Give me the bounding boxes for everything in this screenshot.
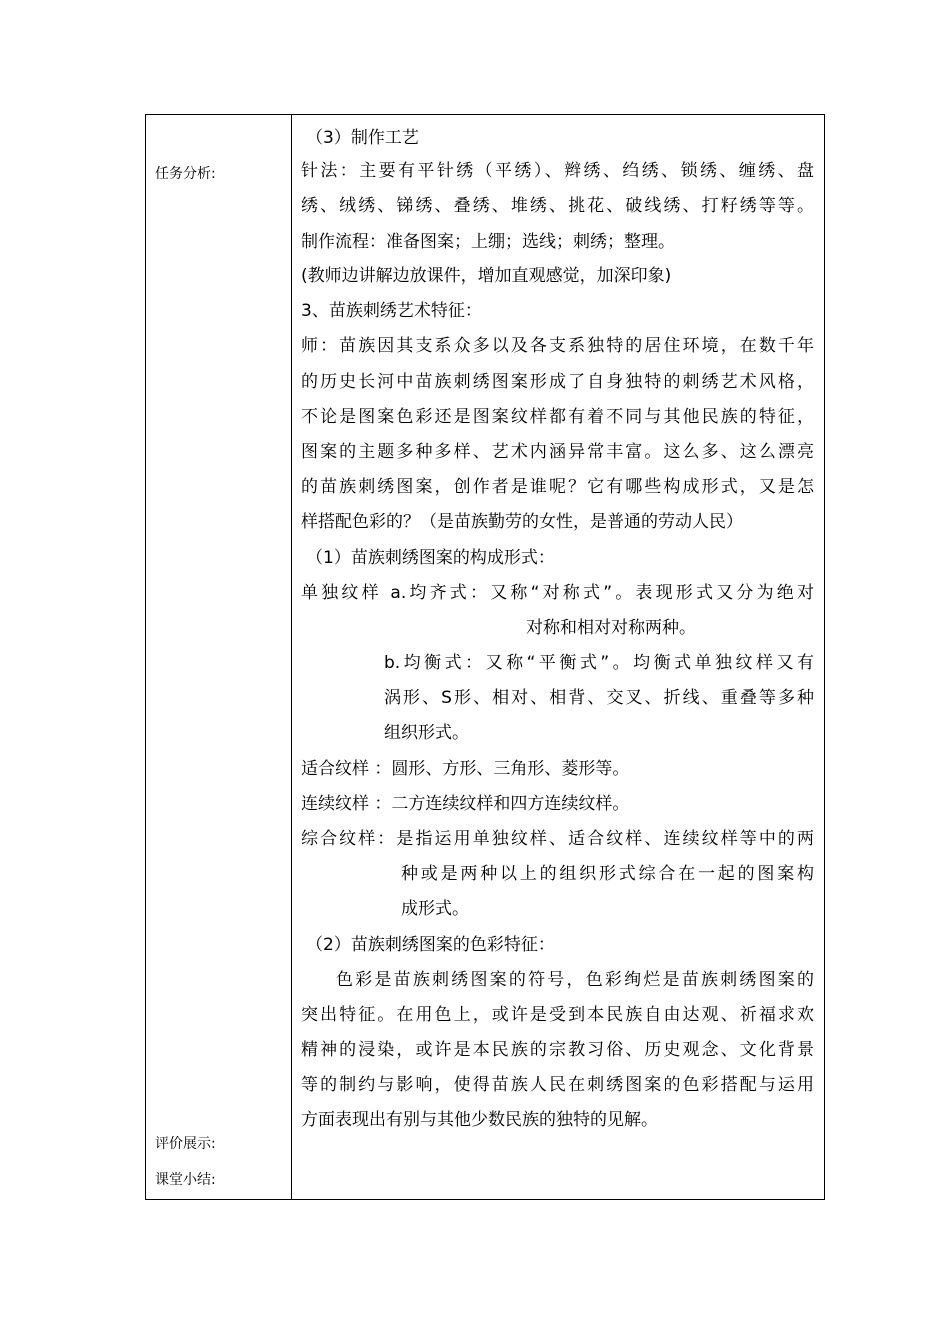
- text-line: 综合纹样：是指运用单独纹样、适合纹样、连续纹样等中的两: [301, 829, 814, 849]
- lesson-plan-table: [145, 114, 825, 1200]
- text-line: 单独纹样 a.均齐式：又称“对称式”。表现形式又分为绝对: [301, 583, 814, 603]
- text-line: 组织形式。: [384, 723, 469, 743]
- text-line: 成形式。: [401, 899, 469, 919]
- text-line: 色彩是苗族刺绣图案的符号，色彩绚烂是苗族刺绣图案的: [336, 970, 814, 990]
- column-divider: [291, 115, 292, 1199]
- text-line: 精神的浸染，或许是本民族的宗教习俗、历史观念、文化背景: [301, 1040, 814, 1060]
- text-line: 的苗族刺绣图案，创作者是谁呢？它有哪些构成形式，又是怎: [301, 477, 814, 497]
- text-line: 连续纹样 ：二方连续纹样和四方连续纹样。: [301, 794, 630, 814]
- text-line: 方面表现出有别与其他少数民族的独特的见解。: [301, 1110, 658, 1130]
- text-line: 制作流程：准备图案；上绷；选线；刺绣；整理。: [301, 232, 675, 252]
- text-line: b.均衡式：又称“平衡式”。均衡式单独纹样又有: [384, 653, 814, 673]
- text-line: 种或是两种以上的组织形式综合在一起的图案构: [401, 864, 814, 884]
- text-line: 涡形、S形、相对、相背、交叉、折线、重叠等多种: [384, 688, 814, 708]
- label-task-analysis: 任务分析:: [155, 166, 216, 182]
- text-line: 师：苗族因其支系众多以及各支系独特的居住环境，在数千年: [301, 336, 814, 356]
- text-line: 的历史长河中苗族刺绣图案形成了自身独特的刺绣艺术风格，: [301, 372, 814, 392]
- text-line: 针法：主要有平针绣（平绣）、辫绣、绉绣、锁绣、缠绣、盘: [301, 161, 814, 181]
- text-line: 样搭配色彩的？（是苗族勤劳的女性，是普通的劳动人民）: [301, 512, 743, 532]
- text-line: 绣、绒绣、锑绣、叠绣、堆绣、挑花、破线绣、打籽绣等等。: [301, 196, 814, 216]
- text-line: (教师边讲解边放课件，增加直观感觉，加深印象): [301, 266, 672, 286]
- section-heading: （1）苗族刺绣图案的构成形式：: [306, 548, 555, 568]
- section-heading: 3、苗族刺绣艺术特征：: [301, 301, 482, 321]
- text-line: 适合纹样 ：圆形、方形、三角形、菱形等。: [301, 759, 630, 779]
- text-line: 等的制约与影响，使得苗族人民在刺绣图案的色彩搭配与运用: [301, 1075, 814, 1095]
- label-summary: 课堂小结:: [155, 1172, 216, 1188]
- text-line: 图案的主题多种多样、艺术内涵异常丰富。这么多、这么漂亮: [301, 442, 814, 462]
- section-heading: （3）制作工艺: [306, 128, 419, 148]
- text-line: 对称和相对对称两种。: [526, 618, 696, 638]
- text-line: 不论是图案色彩还是图案纹样都有着不同与其他民族的特征，: [301, 407, 814, 427]
- label-evaluation: 评价展示:: [155, 1136, 216, 1152]
- text-line: 突出特征。在用色上，或许是受到本民族自由达观、祈福求欢: [301, 1005, 814, 1025]
- section-heading: （2）苗族刺绣图案的色彩特征：: [306, 935, 555, 955]
